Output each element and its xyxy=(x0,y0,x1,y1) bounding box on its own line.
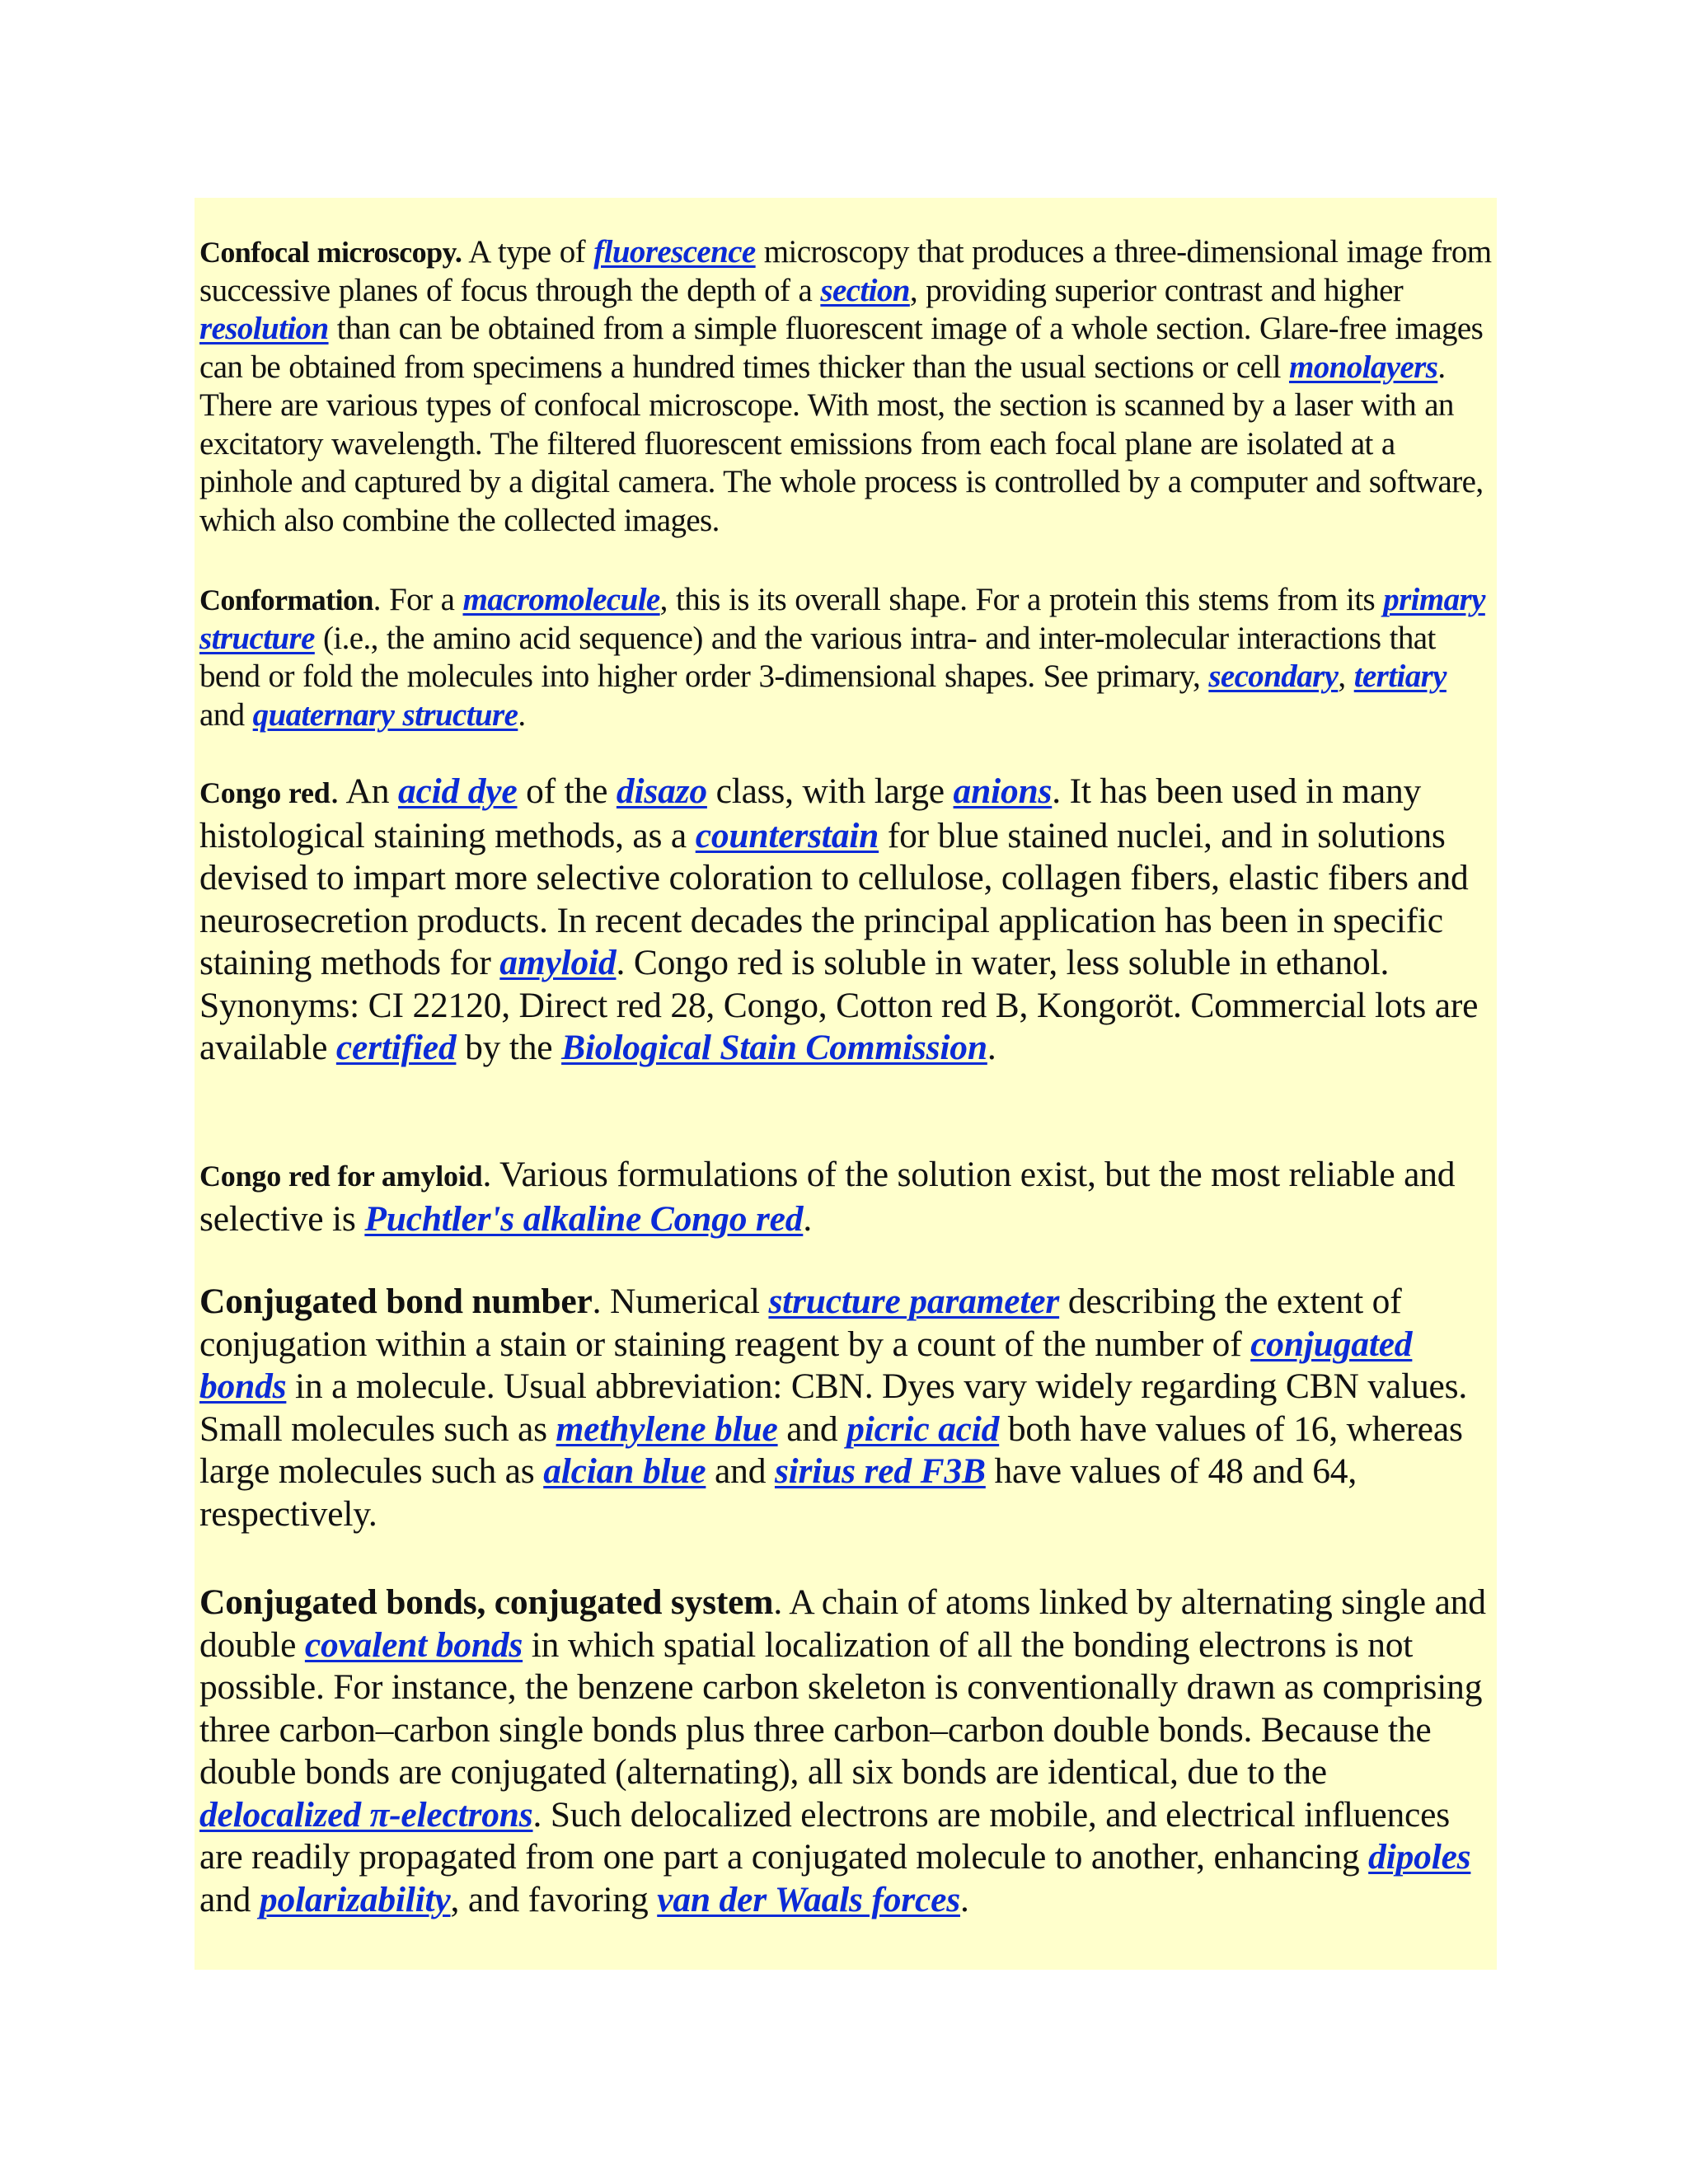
entry-text: in a molecule. Usual abbreviation: CBN. Dyes vary widely regarding CBN values. Small molecules such as xyxy=(199,1366,1468,1449)
entry-text: . A chain of atoms linked by alternating single and double xyxy=(199,1582,1486,1665)
entry-congo-red-for-amyloid xyxy=(199,1154,1495,1240)
entry-text: by the xyxy=(456,1028,562,1067)
entry-term: Conformation xyxy=(199,583,373,616)
link-puchtlers-alkaline-congo-red[interactable]: Puchtler's alkaline Congo red xyxy=(364,1198,804,1239)
link-picric-acid[interactable]: picric acid xyxy=(846,1408,1000,1449)
link-amyloid[interactable]: amyloid xyxy=(499,943,617,982)
entry-conformation xyxy=(199,581,1495,734)
entry-text: have values of 48 and 64, respectively. xyxy=(199,1451,1357,1534)
entry-text: (i.e., the amino acid sequence) and the various intra- and inter-molecular interactions that bend or fold the molecules into higher order 3-dimensional shapes. See primary, xyxy=(199,620,1436,694)
entry-text: and xyxy=(777,1408,847,1449)
entry-text: , xyxy=(1338,658,1354,694)
entry-text: , this is its overall shape. For a protein this stems from its xyxy=(659,582,1384,617)
link-secondary[interactable]: secondary xyxy=(1208,658,1339,694)
link-monolayers[interactable]: monolayers xyxy=(1288,349,1438,385)
link-resolution[interactable]: resolution xyxy=(199,311,329,346)
link-van-der-waals-forces[interactable]: van der Waals forces xyxy=(657,1879,960,1919)
entry-text: . xyxy=(803,1198,812,1239)
entry-text: . It has been used in many histological staining methods, as a xyxy=(199,771,1422,855)
link-primary-structure[interactable]: primary structure xyxy=(199,582,1485,656)
entry-text: than can be obtained from a simple fluorescent image of a whole section. Glare-free images can be obtained from specimens a hundred times thicker than the usual sections or cell xyxy=(199,311,1484,385)
entry-text: . Numerical xyxy=(592,1282,769,1321)
entry-text: . xyxy=(987,1028,996,1067)
link-quaternary-structure[interactable]: quaternary structure xyxy=(252,696,518,733)
link-polarizability[interactable]: polarizability xyxy=(259,1879,451,1919)
entry-text: . An xyxy=(330,771,398,811)
entry-text: . Various formulations of the solution exist, but the most reliable and selective is xyxy=(199,1155,1456,1239)
entry-conjugated-bonds xyxy=(199,1582,1495,1921)
entry-term: Conjugated bond number xyxy=(199,1282,593,1321)
link-anions[interactable]: anions xyxy=(953,771,1053,811)
entry-text: for blue stained nuclei, and in solutions devised to impart more selective coloration to cellulose, collagen fibers, elastic fibers and neurosecretion products. In recent decades the principal application has been in specific staining methods for xyxy=(199,815,1469,982)
link-dipoles[interactable]: dipoles xyxy=(1368,1837,1471,1877)
link-structure-parameter[interactable]: structure parameter xyxy=(768,1282,1060,1321)
link-covalent-bonds[interactable]: covalent bonds xyxy=(304,1624,523,1665)
entry-text: . There are various types of confocal microscope. With most, the section is scanned by a laser with an excitatory wavelength. The filtered fluorescent emissions from each focal plane are isolated at a pinhole and captured by a digital camera. The whole process is controlled by a computer and software, which also combine the collected images. xyxy=(199,349,1484,538)
entry-text: and xyxy=(706,1451,775,1491)
link-delocalized-pi-electrons[interactable]: delocalized π-electrons xyxy=(199,1794,533,1835)
entry-text: describing the extent of conjugation within a stain or staining reagent by a count of the number of xyxy=(199,1282,1402,1364)
entry-text: class, with large xyxy=(706,771,954,811)
link-section[interactable]: section xyxy=(820,272,910,308)
entry-text: and xyxy=(199,1879,260,1919)
entry-term: Congo red for amyloid xyxy=(199,1160,483,1193)
entry-text: . Such delocalized electrons are mobile, and electrical influences are readily propagated from one part a conjugated molecule to another, enhancing xyxy=(199,1794,1450,1877)
entry-text: , providing superior contrast and higher xyxy=(909,272,1404,308)
link-biological-stain-commission[interactable]: Biological Stain Commission xyxy=(561,1028,987,1067)
link-sirius-red-f3b[interactable]: sirius red F3B xyxy=(774,1451,986,1491)
entry-term: Congo red xyxy=(199,776,331,809)
entry-text: . Congo red is soluble in water, less soluble in ethanol. Synonyms: CI 22120, Direct red 28, Congo, Cotton red B, Kongoröt. Commercial lots are available xyxy=(199,943,1479,1067)
entry-congo-red xyxy=(199,771,1495,1070)
link-counterstain[interactable]: counterstain xyxy=(695,815,879,855)
link-tertiary[interactable]: tertiary xyxy=(1353,658,1447,694)
link-conjugated-bonds[interactable]: conjugated bonds xyxy=(199,1324,1413,1406)
entry-term: Conjugated bonds, conjugated system xyxy=(199,1582,774,1622)
entry-text: in which spatial localization of all the bonding electrons is not possible. For instance, the benzene carbon skeleton is conventionally drawn as comprising three carbon–carbon single bonds plus three carbon–carbon double bonds. Because the double bonds are conjugated (alternating), all six bonds are identical, due to the xyxy=(199,1624,1483,1792)
entry-term: Confocal microscopy. xyxy=(199,236,462,269)
entry-conjugated-bond-number xyxy=(199,1281,1495,1535)
entry-text: , and favoring xyxy=(450,1879,658,1919)
entry-text: A type of xyxy=(462,234,594,269)
link-acid-dye[interactable]: acid dye xyxy=(397,771,518,811)
entry-text: of the xyxy=(517,771,617,811)
link-certified[interactable]: certified xyxy=(335,1028,457,1067)
link-macromolecule[interactable]: macromolecule xyxy=(462,582,660,617)
entry-text: and xyxy=(199,696,253,733)
entry-text: both have values of 16, whereas large molecules such as xyxy=(199,1408,1463,1491)
entry-text: . xyxy=(518,696,526,733)
link-fluorescence[interactable]: fluorescence xyxy=(593,234,756,269)
link-disazo[interactable]: disazo xyxy=(616,771,707,811)
link-methylene-blue[interactable]: methylene blue xyxy=(556,1408,778,1449)
entry-text: . For a xyxy=(373,582,463,617)
entry-text: . xyxy=(959,1879,969,1919)
entry-text: microscopy that produces a three-dimensional image from successive planes of focus through the depth of a xyxy=(199,234,1492,308)
entry-confocal-microscopy xyxy=(199,233,1495,540)
link-alcian-blue[interactable]: alcian blue xyxy=(543,1451,706,1491)
